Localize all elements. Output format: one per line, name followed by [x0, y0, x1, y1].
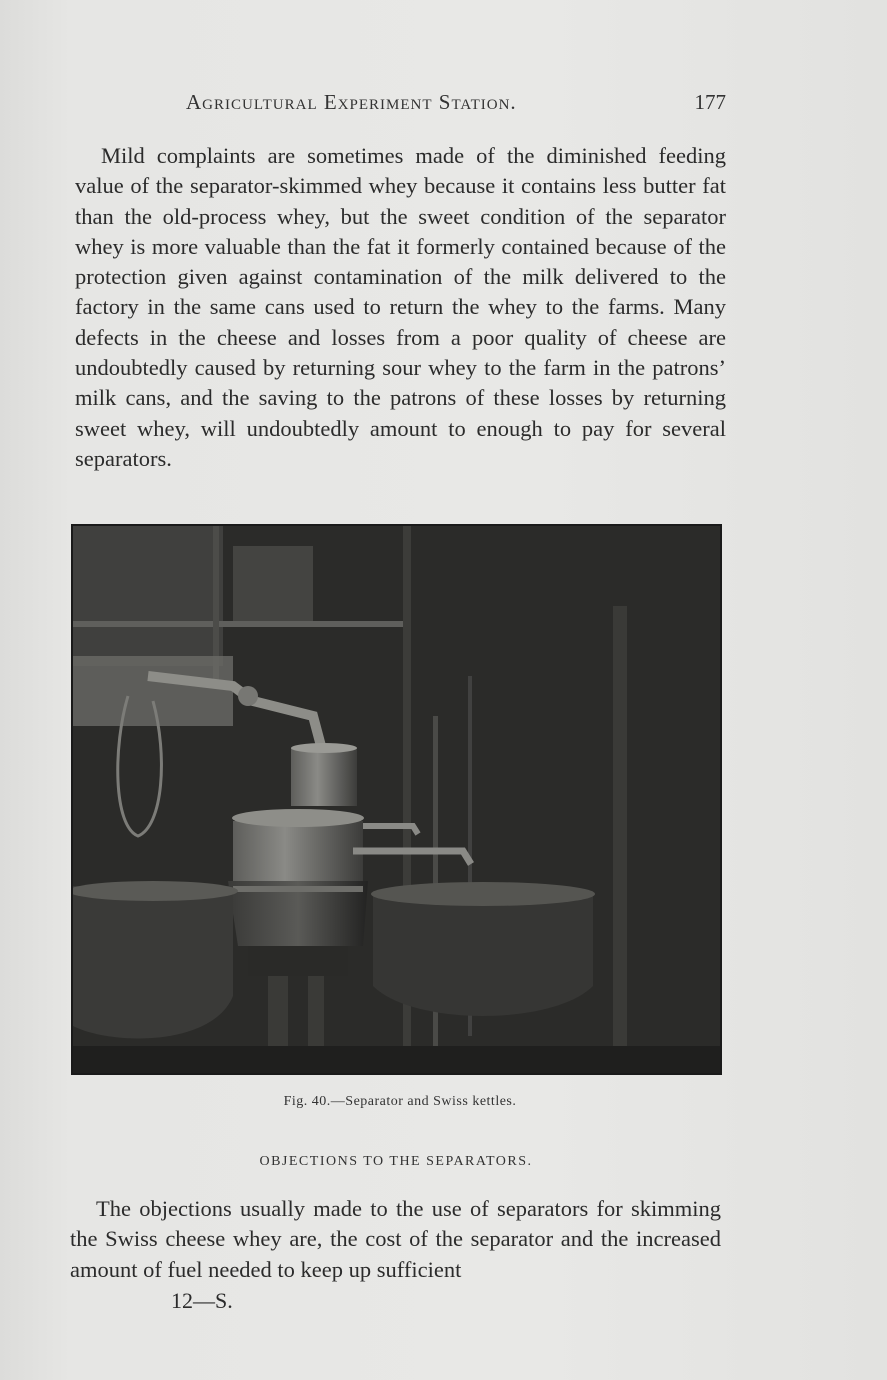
paragraph-separator-whey: Mild complaints are sometimes made of the diminished feeding value of the separator-skimmed whey because it contains less butter fat than the old-process whey, but the sweet condition of the separator whey is more valuable than the fat it formerly contained because of the protection given against contamination of the milk delivered to the factory in the same cans used to return the whey to the farms. Many defects in the cheese and losses from a poor quality of cheese are undoubtedly caused by returning sour whey to the farm in the patrons’ milk cans, and the saving to the patrons of these losses by returning sweet whey, will undoubtedly amount to enough to pay for several separators. — [75, 143, 726, 471]
figure-photo-separator-kettles — [71, 524, 722, 1075]
page-number: 177 — [694, 90, 726, 114]
figure-caption: Fig. 40.—Separator and Swiss kettles. — [283, 1094, 517, 1109]
section-heading: OBJECTIONS TO THE SEPARATORS. — [259, 1154, 533, 1169]
paragraph-objections: The objections usually made to the use of separators for skimming the Swiss cheese whey are, the cost of the separator and the increased amount of fuel needed to keep up sufficient — [70, 1196, 721, 1282]
photo-illustration — [73, 526, 720, 1073]
signature-mark: 12—S. — [171, 1288, 233, 1313]
running-title: Agricultural Experiment Station. — [186, 90, 517, 114]
page-header — [186, 90, 726, 120]
